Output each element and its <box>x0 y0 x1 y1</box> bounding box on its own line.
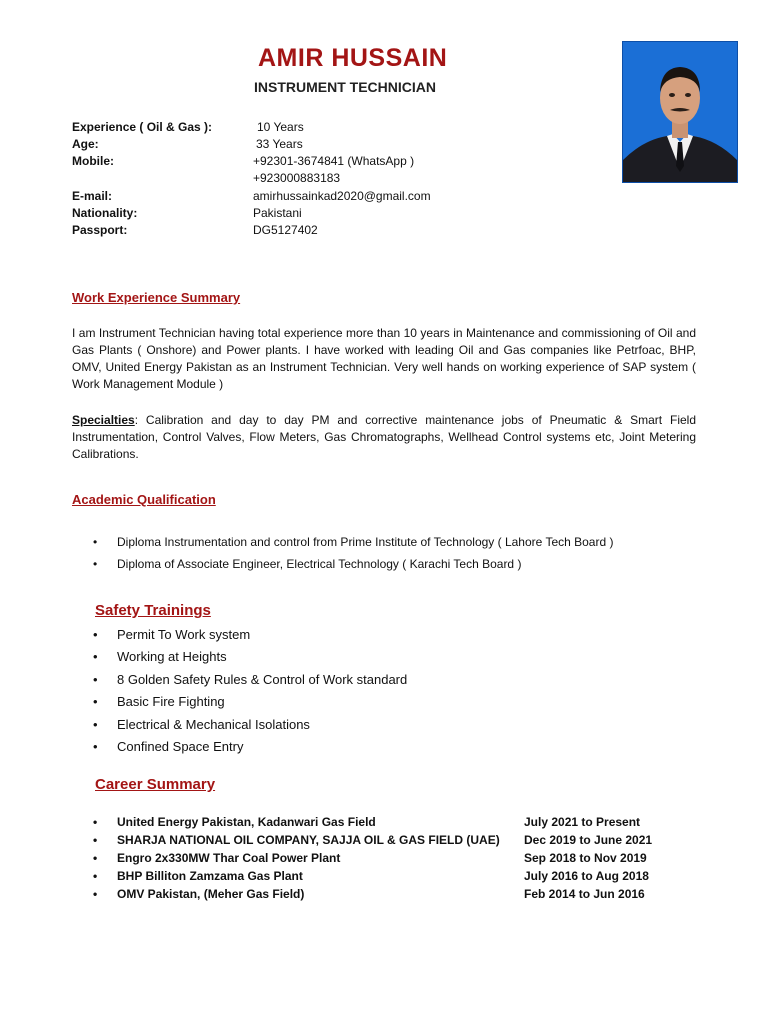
table-row: • SHARJA NATIONAL OIL COMPANY, SAJJA OIL & GAS FIELD (UAE) Dec 2019 to June 2021 <box>93 833 653 847</box>
info-label-experience: Experience ( Oil & Gas ): <box>72 120 213 134</box>
info-label-nationality: Nationality: <box>72 206 138 220</box>
work-summary-heading: Work Experience Summary <box>72 290 241 305</box>
candidate-name: AMIR HUSSAIN <box>258 44 448 72</box>
academic-heading: Academic Qualification <box>72 492 216 507</box>
info-value-mobile-2: +923000883183 <box>253 171 341 185</box>
bullet-icon: • <box>93 627 98 642</box>
info-value-nationality: Pakistani <box>253 206 302 220</box>
info-label-passport: Passport: <box>72 223 128 237</box>
info-value-passport: DG5127402 <box>253 223 318 237</box>
person-portrait-icon <box>623 42 737 182</box>
bullet-icon: • <box>93 556 98 571</box>
bullet-icon: • <box>93 694 98 710</box>
bullet-icon: • <box>93 833 98 847</box>
table-row: • BHP Billiton Zamzama Gas Plant July 2016 to Aug 2018 <box>93 869 649 883</box>
career-heading: Career Summary <box>95 776 216 793</box>
bullet-icon: • <box>93 716 98 732</box>
info-label-email: E-mail: <box>72 189 113 203</box>
job-title: INSTRUMENT TECHNICIAN <box>254 79 436 95</box>
bullet-icon: • <box>93 649 98 665</box>
info-value-experience: 10 Years <box>257 120 304 134</box>
bullet-icon: • <box>93 887 98 901</box>
bullet-icon: • <box>93 815 98 829</box>
table-row: • OMV Pakistan, (Meher Gas Field) Feb 2014 to Jun 2016 <box>93 887 645 901</box>
table-row: • United Energy Pakistan, Kadanwari Gas Field July 2021 to Present <box>93 815 641 829</box>
safety-heading: Safety Trainings <box>95 602 211 619</box>
bullet-icon: • <box>93 535 98 549</box>
specialties-text: : Calibration and day to day PM and corrective maintenance jobs of Pneumatic & Smart Field Instrumentation, Control Valves, Flow Meters, Gas Chromatographs, Wellhead Control systems etc, Joint Metering Calibrations. <box>72 413 696 461</box>
bullet-icon: • <box>93 671 98 687</box>
specialties-label: Specialties <box>72 413 135 427</box>
info-value-age: 33 Years <box>256 137 303 151</box>
info-value-mobile: +92301-3674841 (WhatsApp ) <box>253 154 415 168</box>
bullet-icon: • <box>93 851 98 865</box>
info-label-age: Age: <box>72 137 99 151</box>
specialties-paragraph <box>72 412 696 463</box>
info-value-email[interactable]: amirhussainkad2020@gmail.com <box>253 189 431 203</box>
work-summary-text: I am Instrument Technician having total experience more than 10 years in Maintenance and commissioning of Oil and Gas Plants ( Onshore) and Power plants. I have worked with leading Oil and Gas companies like Petrfoac, BHP, OMV, United Energy Pakistan as an Instrument Technician. Very well hands on working experience of SAP system ( Work Management Module ) <box>72 326 696 391</box>
profile-photo <box>622 41 738 183</box>
career-list <box>93 815 693 905</box>
info-label-mobile: Mobile: <box>72 154 114 168</box>
bullet-icon: • <box>93 738 98 754</box>
bullet-icon: • <box>93 869 98 883</box>
table-row: • Engro 2x330MW Thar Coal Power Plant Sep 2018 to Nov 2019 <box>93 851 647 865</box>
